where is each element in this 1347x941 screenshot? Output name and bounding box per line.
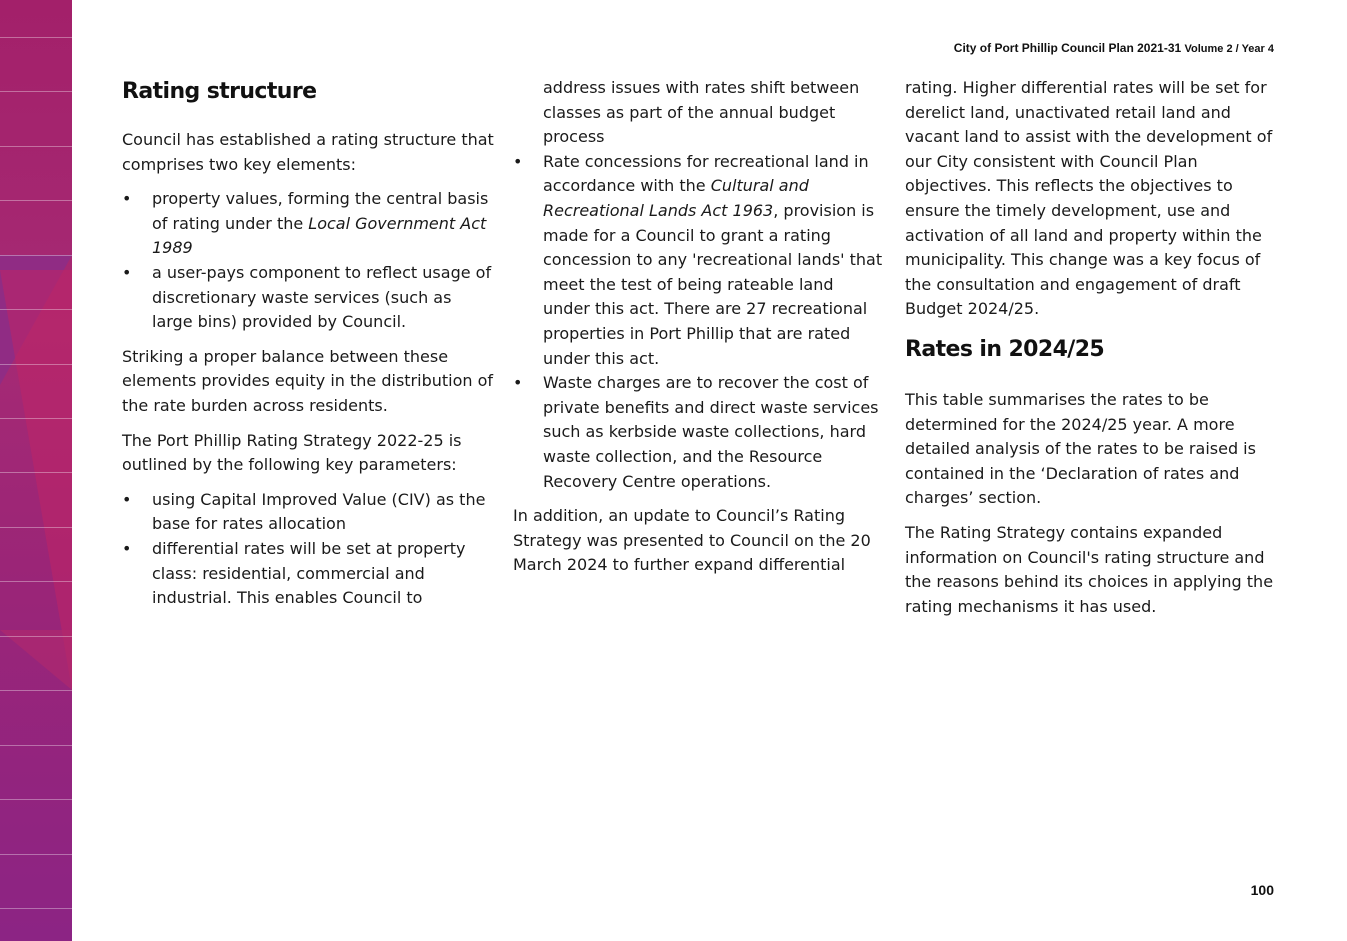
sidebar-rule bbox=[0, 745, 72, 746]
sidebar-rule bbox=[0, 636, 72, 637]
list-item bbox=[122, 261, 494, 335]
list-item: • differential rates will be set at property class: residential, commercial and industrial. This enables Council to bbox=[122, 537, 494, 611]
list-item-text: Rate concessions for recreational land in accordance with the bbox=[543, 151, 869, 196]
act-title: Cultural and Recreational Lands Act 1963 bbox=[543, 176, 809, 220]
document-title: City of Port Phillip Council Plan 2021-31 bbox=[953, 41, 1182, 55]
paragraph: The Port Phillip Rating Strategy 2022-25 is outlined by the following key parameters: bbox=[122, 430, 462, 475]
paragraph: rating. Higher differential rates will be set for derelict land, unactivated retail land and vacant land to assist with the development of our City consistent with Council Plan objectives. This reflects the objectives to ensure the timely development, use and activation of all land and property within the municipality. This change was a key focus of the consultation and engagement of draft Budget 2024/25. bbox=[905, 78, 1273, 319]
decorative-sidebar bbox=[0, 0, 72, 941]
bullet-list bbox=[122, 187, 494, 335]
list-item-continuation: address issues with rates shift between classes as part of the annual budget process bbox=[543, 78, 860, 147]
list-item-text: , provision is made for a Council to grant a rating concession to any 'recreational lands' that meet the test of being rateable land under this act. There are 27 recreational properties in Port Phillip that are rated under this act. bbox=[543, 200, 883, 368]
list-item-text: property values, forming the central basis of rating under the bbox=[152, 189, 489, 233]
section-heading-rates-2024-25: Rates in 2024/25 bbox=[905, 336, 1105, 362]
paragraph: Council has established a rating structure that comprises two key elements: bbox=[122, 130, 494, 174]
sidebar-rule bbox=[0, 581, 72, 582]
running-header bbox=[954, 41, 1274, 55]
sidebar-rule bbox=[0, 799, 72, 800]
sidebar-rule bbox=[0, 472, 72, 473]
list-item: • using Capital Improved Value (CIV) as the base for rates allocation bbox=[122, 488, 494, 537]
column-3 bbox=[905, 76, 1277, 629]
column-2 bbox=[513, 76, 885, 588]
sidebar-rule bbox=[0, 91, 72, 92]
bullet-list bbox=[513, 150, 885, 494]
bullet-list bbox=[122, 488, 494, 611]
list-item bbox=[122, 187, 494, 261]
paragraph: This table summarises the rates to be determined for the 2024/25 year. A more detailed analysis of the rates to be raised is contained in the ‘Declaration of rates and charges’ section. bbox=[905, 389, 1256, 508]
page-number: 100 bbox=[1250, 882, 1274, 898]
sidebar-rule bbox=[0, 418, 72, 419]
act-title: Local Government Act 1989 bbox=[152, 213, 487, 258]
list-item: • Waste charges are to recover the cost of private benefits and direct waste services such as kerbside waste collections, hard waste collection, and the Resource Recovery Centre operations. bbox=[513, 371, 885, 494]
sidebar-rule bbox=[0, 200, 72, 201]
document-volume: Volume 2 / Year 4 bbox=[1184, 43, 1274, 55]
sidebar-rule bbox=[0, 527, 72, 528]
paragraph: Striking a proper balance between these elements provides equity in the distribution of the rate burden across residents. bbox=[122, 346, 494, 415]
sidebar-rule bbox=[0, 854, 72, 855]
sidebar-rule bbox=[0, 37, 72, 38]
sidebar-rule bbox=[0, 908, 72, 909]
column-1 bbox=[122, 76, 494, 621]
sidebar-rule bbox=[0, 690, 72, 691]
sidebar-triangle-shape bbox=[0, 270, 72, 690]
sidebar-rule bbox=[0, 146, 72, 147]
paragraph: The Rating Strategy contains expanded information on Council's rating structure and the reasons behind its choices in applying the rating mechanisms it has used. bbox=[905, 522, 1274, 616]
list-item bbox=[513, 150, 885, 371]
paragraph: In addition, an update to Council’s Rating Strategy was presented to Council on the 20 March 2024 to further expand differential bbox=[513, 506, 871, 575]
section-heading-rating-structure: Rating structure bbox=[122, 79, 317, 104]
sidebar-rule bbox=[0, 364, 72, 365]
sidebar-rule bbox=[0, 255, 72, 256]
list-item-text: a user-pays component to reflect usage of discretionary waste services (such as large bins) provided by Council. bbox=[152, 262, 492, 332]
sidebar-rule bbox=[0, 309, 72, 310]
sidebar-triangle-shape bbox=[0, 630, 72, 690]
